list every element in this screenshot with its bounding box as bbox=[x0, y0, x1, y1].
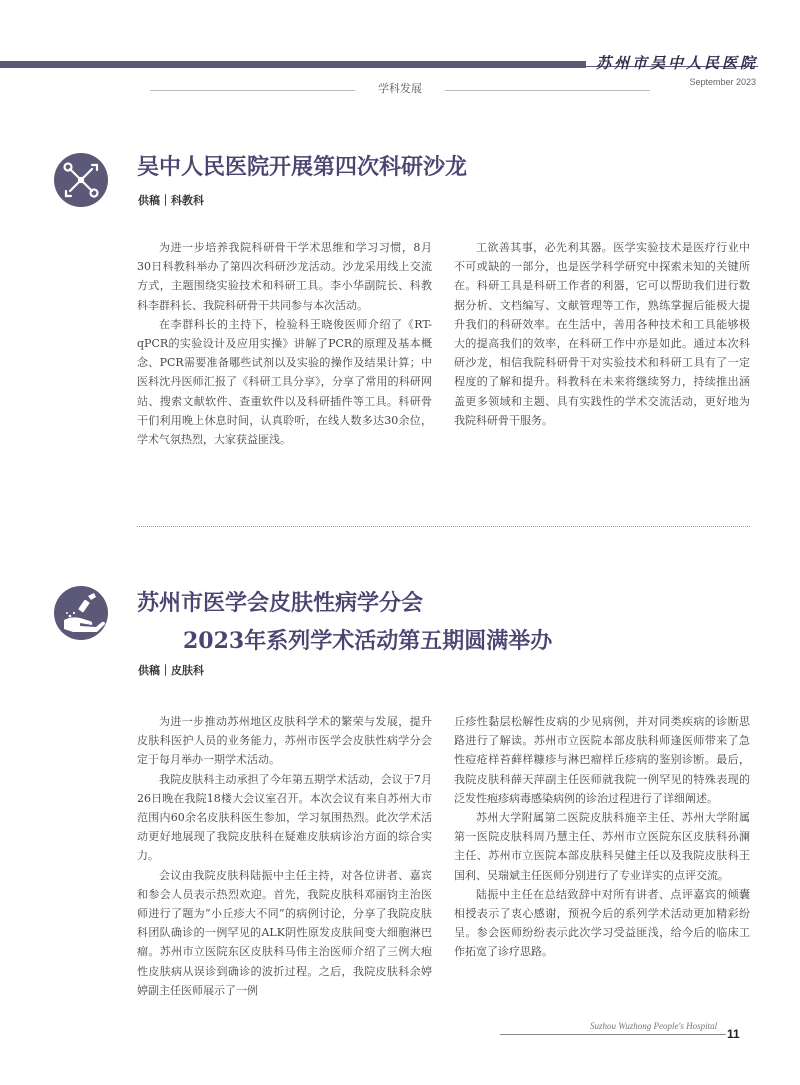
article-byline: 供稿｜皮肤科 bbox=[138, 664, 204, 677]
section-rule-right bbox=[445, 90, 650, 91]
hospital-name: 苏州市吴中人民医院 bbox=[595, 54, 758, 72]
article-title-line2: 2023年系列学术活动第五期圆满举办 bbox=[183, 628, 553, 654]
paragraph: 丘疹性黏层松解性皮病的少见病例，并对同类疾病的诊断思路进行了解读。苏州市立医院本部皮肤科师逢医师带来了急性痘疮样苔藓样糠疹与淋巴瘤样丘疹病的鉴别诊断。最后，我院皮肤科薛天萍副主任医师就我院一例罕见的特殊表现的泛发性疱疹病毒感染病例的诊治过程进行了详细阐述。 bbox=[454, 715, 750, 805]
section-label: 学科发展 bbox=[378, 82, 422, 95]
research-tools-icon bbox=[54, 153, 108, 207]
section-rule-left bbox=[150, 90, 355, 91]
article-divider bbox=[137, 526, 750, 527]
page-number: 11 bbox=[727, 1027, 740, 1041]
skin-care-icon bbox=[54, 586, 108, 640]
issue-date: September 2023 bbox=[689, 77, 756, 87]
paragraph: 为进一步培养我院科研骨干学术思维和学习习惯，8月30日科教科举办了第四次科研沙龙活动。沙龙采用线上交流方式，主题围绕实验技术和科研工具。李小华副院长、科教科李群科长、我院科研骨干共同参与本次活动。 bbox=[137, 241, 432, 312]
article-column-right bbox=[454, 238, 750, 430]
footer-hospital-name: Suzhou Wuzhong People's Hospital bbox=[590, 1021, 718, 1031]
article-column-left bbox=[137, 238, 432, 449]
article-column-left bbox=[137, 712, 432, 1000]
paragraph: 苏州大学附属第二医院皮肤科施辛主任、苏州大学附属第一医院皮肤科周乃慧主任、苏州市立医院东区皮肤科孙澜主任、苏州市立医院本部皮肤科吴健主任以及我院皮肤科王国利、吴瑞斌主任医师分别进行了专业详实的点评交流。 bbox=[454, 811, 750, 882]
article-title: 吴中人民医院开展第四次科研沙龙 bbox=[137, 154, 468, 180]
paragraph: 会议由我院皮肤科陆振中主任主持，对各位讲者、嘉宾和参会人员表示热烈欢迎。首先，我院皮肤科邓丽钧主治医师进行了题为“小丘疹大不同”的病例讨论，分享了我院皮肤科团队确诊的一例罕见的ALK阴性原发皮肤间变大细胞淋巴瘤。苏州市立医院东区皮肤科马伟主治医师介绍了三例大疱性皮肤病从误诊到确诊的波折过程。之后，我院皮肤科余婷婷副主任医师展示了一例 bbox=[137, 868, 432, 997]
footer-rule bbox=[500, 1034, 726, 1035]
paragraph: 工欲善其事，必先利其器。医学实验技术是医疗行业中不可或缺的一部分，也是医学科学研究中探索未知的关键所在。科研工具是科研工作者的利器，它可以帮助我们进行数据分析、文档编写、文献管理等工作，熟练掌握后能极大提升我们的科研效率。在生活中，善用各种技术和工具能够极大的提高我们的效率，在科研工作中亦是如此。通过本次科研沙龙，相信我院科研骨干对实验技术和科研工具有了一定程度的了解和提升。科教科在未来将继续努力，持续推出涵盖更多领域和主题、具有实践性的学术交流活动，更好地为我院科研骨干服务。 bbox=[454, 241, 750, 427]
header-bar bbox=[0, 61, 586, 68]
paragraph: 为进一步推动苏州地区皮肤科学术的繁荣与发展，提升皮肤科医护人员的业务能力，苏州市医学会皮肤性病学分会定于每月举办一期学术活动。 bbox=[137, 715, 432, 767]
paragraph: 陆振中主任在总结致辞中对所有讲者、点评嘉宾的倾囊相授表示了衷心感谢，预祝今后的系列学术活动更加精彩纷呈。参会医师纷纷表示此次学习受益匪浅，给今后的临床工作拓宽了诊疗思路。 bbox=[454, 887, 750, 959]
paragraph: 在李群科长的主持下，检验科王晓俊医师介绍了《RT-qPCR的实验设计及应用实操》讲解了PCR的原理及基本概念、PCR需要准备哪些试剂以及实验的操作及结果计算；中医科沈丹医师汇报了《科研工具分享》，分享了常用的科研网站、搜索文献软件、查重软件以及科研插件等工具。科研骨干们利用晚上休息时间，认真聆听，在线人数多达30余位，学术气氛热烈，大家获益匪浅。 bbox=[137, 317, 432, 447]
article-byline: 供稿｜科教科 bbox=[138, 194, 204, 207]
paragraph: 我院皮肤科主动承担了今年第五期学术活动，会议于7月26日晚在我院18楼大会议室召开。本次会议有来自苏州大市范围内60余名皮肤科医生参加，学习氛围热烈。此次学术活动更好地展现了我院皮肤科在疑难皮肤病诊治方面的综合实力。 bbox=[137, 772, 432, 863]
article-column-right bbox=[454, 712, 750, 962]
article-title-line1: 苏州市医学会皮肤性病学分会 bbox=[137, 590, 424, 616]
